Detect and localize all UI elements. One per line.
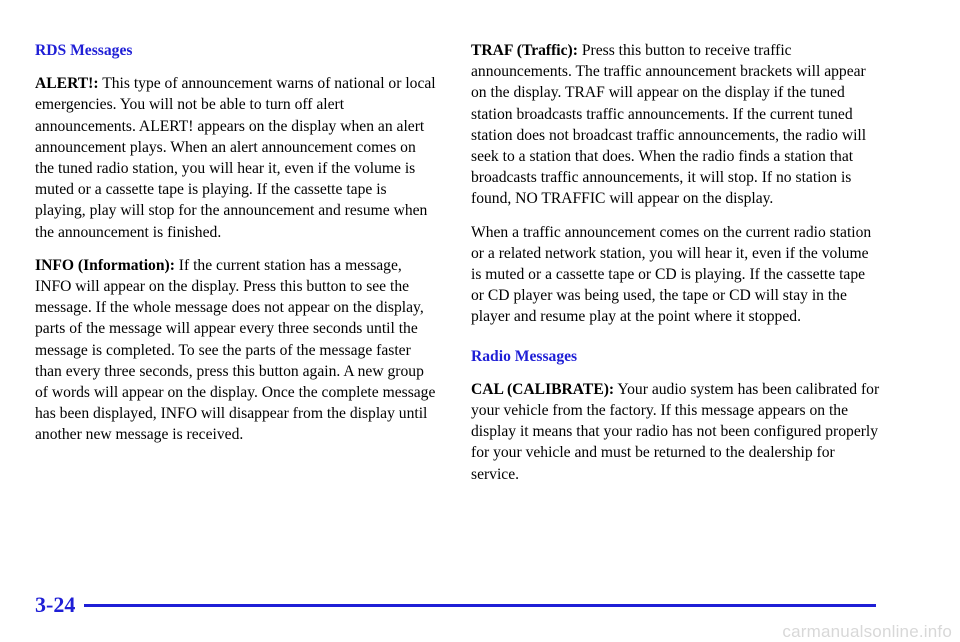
footer-rule (84, 604, 876, 607)
text-info: If the current station has a message, INFO will appear on the display. Press this button to see the message. If the whole message does not appear on the display, parts of the message will appear every three seconds until the message is completed. To see the parts of the message faster than every three seconds, press this button again. A new group of words will appear on the display. Once the complete message has been displayed, INFO will disappear from the display until another new message is received. (35, 256, 436, 444)
page-number: 3-24 (35, 592, 76, 617)
paragraph-traffic-announcement: When a traffic announcement comes on the current radio station or a related network station, you will hear it, even if the volume is muted or a cassette tape or CD is playing. If the cassette tape or CD player was being used, the tape or CD will stay in the player and resume play at the point where it stopped. (471, 223, 872, 326)
right-column (471, 40, 881, 497)
text-alert: This type of announcement warns of national or local emergencies. You will not be able to turn off alert announcements. ALERT! appears on the display when an alert announcement plays. When an alert announcement comes on the tuned radio station, you will hear it, even if the volume is muted or a cassette tape is playing. If the cassette tape is playing, play will stop for the announcement and resume when the announcement is finished. (35, 75, 436, 241)
text-cal: Your audio system has been calibrated for your vehicle from the factory. If this message appears on the display it means that your radio has not been configured properly for your vehicle and must be returned to the dealership for service. (471, 380, 880, 483)
section-heading-radio-messages: Radio Messages (471, 347, 578, 365)
watermark: carmanualsonline.info (782, 622, 952, 641)
page-footer (0, 586, 960, 640)
term-cal: CAL (CALIBRATE): (471, 380, 615, 398)
section-heading-rds-messages: RDS Messages (35, 42, 133, 59)
paragraph-info (35, 255, 437, 446)
paragraph-alert (35, 73, 437, 243)
paragraph-cal (471, 379, 881, 485)
term-alert: ALERT!: (35, 75, 99, 93)
paragraph-traf (471, 40, 881, 210)
text-traf: Press this button to receive traffic announcements. The traffic announcement brackets will appear on the display. TRAF will appear on the display if the tuned station broadcasts traffic announcements. If the current tuned station does not broadcast traffic announcements, the radio will seek to a station that does. When the radio finds a station that broadcasts traffic announcements, it will stop. If no station is found, NO TRAFFIC will appear on the display. (471, 42, 867, 208)
term-info: INFO (Information): (35, 256, 175, 274)
term-traf: TRAF (Traffic): (471, 42, 578, 59)
left-column (35, 40, 437, 458)
